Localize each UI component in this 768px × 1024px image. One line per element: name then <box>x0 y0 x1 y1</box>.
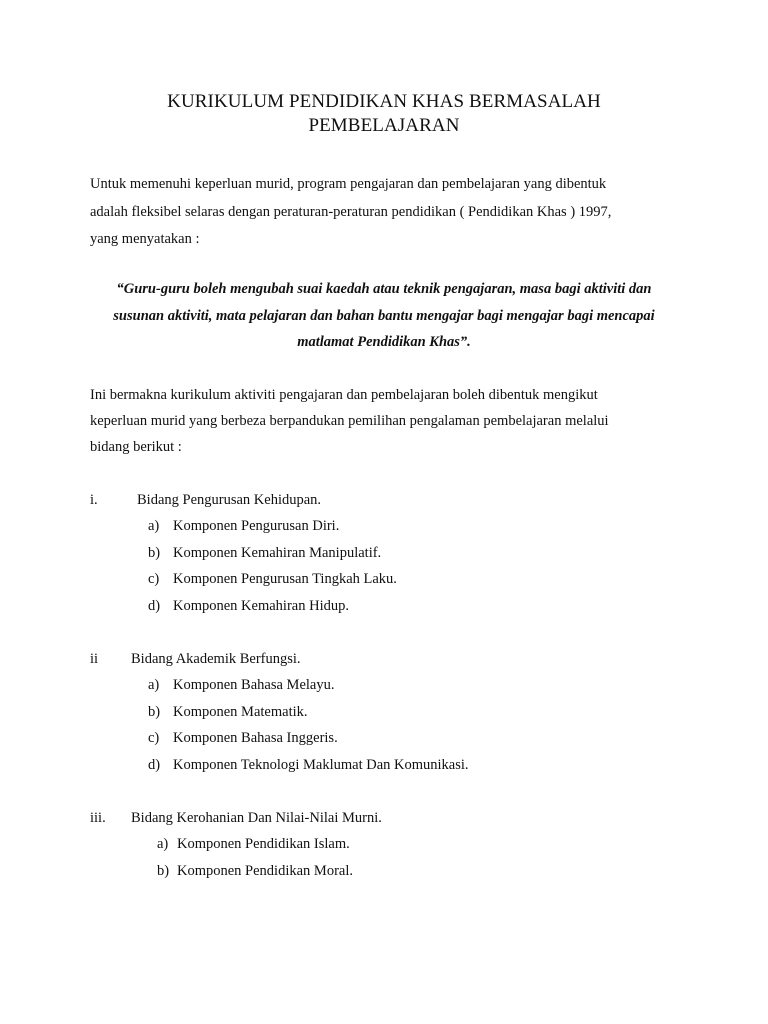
section-2-numeral: ii <box>90 651 99 667</box>
section-1-item-2: Komponen Kemahiran Manipulatif. <box>173 545 382 561</box>
quote-line-2: susunan aktiviti, mata pelajaran dan bahan bantu mengajar bagi mengajar bagi mencapai <box>113 308 655 324</box>
paragraph2-line-3: bidang berikut : <box>90 439 182 455</box>
section-2-title: Bidang Akademik Berfungsi. <box>131 651 301 667</box>
section-2-item-2-marker: b) <box>148 704 161 720</box>
section-1-item-3-marker: c) <box>148 571 160 587</box>
quote-line-1: “Guru-guru boleh mengubah suai kaedah atau teknik pengajaran, masa bagi aktiviti dan <box>116 281 652 297</box>
intro-line-3: yang menyatakan : <box>90 231 200 247</box>
section-1-item-1-marker: a) <box>148 518 160 534</box>
section-2-item-3: Komponen Bahasa Inggeris. <box>173 730 338 746</box>
section-1-item-2-marker: b) <box>148 545 161 561</box>
section-1-item-4-marker: d) <box>148 598 161 614</box>
section-3-item-2-marker: b) <box>157 863 170 879</box>
section-1-item-4: Komponen Kemahiran Hidup. <box>173 598 349 614</box>
section-2-item-2: Komponen Matematik. <box>173 704 308 720</box>
section-3-item-1-marker: a) <box>157 836 169 852</box>
section-1-item-3: Komponen Pengurusan Tingkah Laku. <box>173 571 397 587</box>
document-title-line-1: KURIKULUM PENDIDIKAN KHAS BERMASALAH <box>167 91 601 112</box>
intro-line-2: adalah fleksibel selaras dengan peraturan-peraturan pendidikan ( Pendidikan Khas ) 1997, <box>90 204 612 220</box>
document-title-line-2: PEMBELAJARAN <box>308 115 460 136</box>
section-3-title: Bidang Kerohanian Dan Nilai-Nilai Murni. <box>131 810 382 826</box>
intro-line-1: Untuk memenuhi keperluan murid, program pengajaran dan pembelajaran yang dibentuk <box>90 176 607 192</box>
paragraph2-line-2: keperluan murid yang berbeza berpandukan pemilihan pengalaman pembelajaran melalui <box>90 413 609 429</box>
quote-line-3: matlamat Pendidikan Khas”. <box>297 334 471 350</box>
section-2-item-1: Komponen Bahasa Melayu. <box>173 677 335 693</box>
section-2-item-3-marker: c) <box>148 730 160 746</box>
section-1-numeral: i. <box>90 492 98 508</box>
section-1-item-1: Komponen Pengurusan Diri. <box>173 518 340 534</box>
section-3-item-2: Komponen Pendidikan Moral. <box>177 863 353 879</box>
section-2-item-4: Komponen Teknologi Maklumat Dan Komunikasi. <box>173 757 469 773</box>
section-3-numeral: iii. <box>90 810 106 826</box>
section-1-title: Bidang Pengurusan Kehidupan. <box>137 492 322 508</box>
paragraph2-line-1: Ini bermakna kurikulum aktiviti pengajaran dan pembelajaran boleh dibentuk mengikut <box>90 387 598 403</box>
section-3-item-1: Komponen Pendidikan Islam. <box>177 836 350 852</box>
section-2-item-4-marker: d) <box>148 757 161 773</box>
section-2-item-1-marker: a) <box>148 677 160 693</box>
